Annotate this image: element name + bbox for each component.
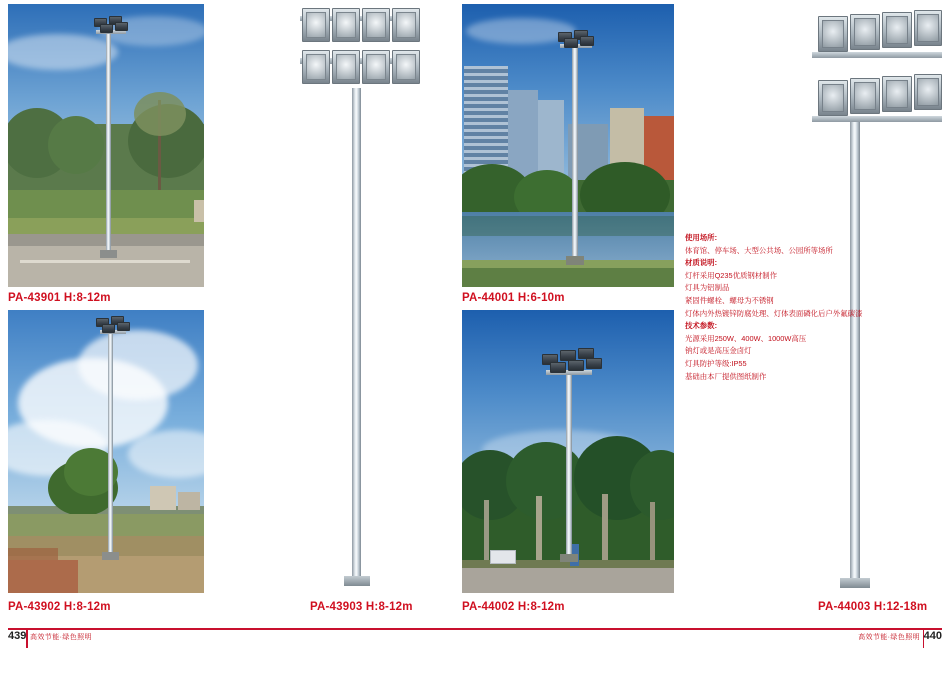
tech-line-3: 灯具防护等级:IP55 <box>685 358 747 368</box>
page-number-right: 440 <box>923 630 942 642</box>
material-line-2: 灯具为铝制品 <box>685 283 730 293</box>
product-photo-pa-43901 <box>8 4 204 287</box>
caption-pa-43901: PA-43901 H:8-12m <box>8 292 111 304</box>
footer-note-right: 高效节能·绿色照明 <box>858 634 920 641</box>
usage-heading: 使用场所: <box>685 233 718 242</box>
product-photo-pa-43903 <box>286 4 456 594</box>
material-line-1: 灯杆采用Q235优质钢材制作 <box>685 270 777 280</box>
footer-divider <box>8 628 942 630</box>
specifications-block <box>685 232 935 383</box>
product-photo-pa-44002 <box>462 310 674 593</box>
material-line-4: 灯体内外热镀锌防腐处理、灯体表面磷化后户外氟碳漆 <box>685 308 863 318</box>
caption-pa-44002: PA-44002 H:8-12m <box>462 601 565 613</box>
tech-line-1: 光源采用250W、400W、1000W高压 <box>685 333 807 343</box>
caption-pa-44001: PA-44001 H:6-10m <box>462 292 565 304</box>
material-line-3: 紧固件螺栓、螺母为不锈钢 <box>685 295 774 305</box>
tech-line-2: 钠灯或是高压金卤灯 <box>685 346 752 356</box>
product-photo-pa-44001 <box>462 4 674 287</box>
usage-line-1: 体育馆、停车场、大型公共场、公园所等场所 <box>685 245 833 255</box>
caption-pa-44003: PA-44003 H:12-18m <box>818 601 928 613</box>
footer-note-left: 高效节能·绿色照明 <box>30 634 92 641</box>
tech-heading: 技术参数: <box>685 321 718 331</box>
material-heading: 材质说明: <box>685 258 718 268</box>
page-number-left: 439 <box>8 630 27 642</box>
caption-pa-43903: PA-43903 H:8-12m <box>310 601 413 613</box>
product-photo-pa-43902 <box>8 310 204 593</box>
caption-pa-43902: PA-43902 H:8-12m <box>8 601 111 613</box>
tech-line-4: 基础由本厂提供图纸制作 <box>685 371 767 381</box>
